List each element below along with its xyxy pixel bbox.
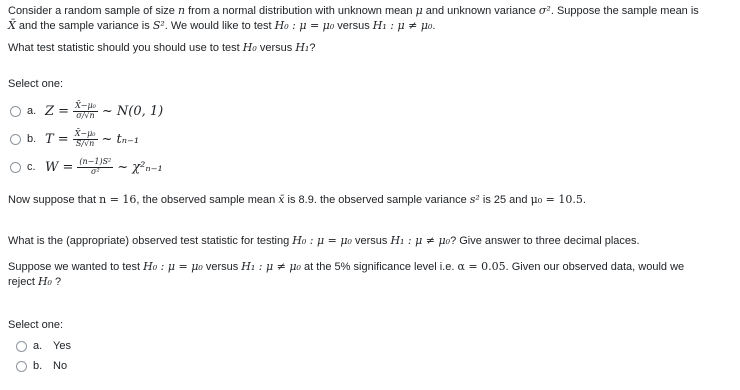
formula-lhs: T =: [45, 131, 69, 147]
data-text: Now suppose that: [8, 194, 100, 207]
part2-text: versus: [351, 235, 391, 248]
formula-rhs: ~ χ²ₙ₋₁: [117, 159, 163, 175]
part2-text: ? Give answer to three decimal places.: [450, 235, 640, 248]
part2-text: What is the (appropriate) observed test statistic for testing: [8, 235, 293, 248]
math-xbar: X̄: [8, 18, 16, 32]
intro-text: and unknown variance: [422, 5, 539, 17]
prompt-text: What test statistic should you should use to test: [8, 41, 243, 54]
math-alpha: α = 0.05: [457, 260, 506, 274]
fraction-denominator: σ/√n: [76, 110, 95, 120]
formula-rhs: ~ N(0, 1): [101, 103, 164, 119]
radio-button[interactable]: [10, 162, 21, 173]
option-no[interactable]: [14, 357, 732, 377]
observed-data-text: [8, 193, 732, 208]
radio-button[interactable]: [10, 106, 21, 117]
option-b[interactable]: [8, 125, 732, 153]
fraction-numerator: X̄−μ₀: [74, 129, 96, 139]
math-h1: H₁ : μ ≠ μ₀: [390, 234, 451, 248]
fraction: [77, 158, 113, 176]
option-text: Yes: [53, 340, 71, 353]
formula-t: [45, 130, 139, 148]
part3-text: at the 5% significance level i.e.: [300, 261, 458, 274]
formula-lhs: Z =: [45, 103, 70, 119]
radio-button[interactable]: [16, 361, 27, 372]
option-letter: b.: [33, 360, 43, 373]
intro-text: from a normal distribution with unknown mean: [185, 5, 416, 17]
intro-text: Consider a random sample of size: [8, 5, 178, 17]
intro-text: versus: [334, 19, 373, 32]
data-text: .: [582, 194, 586, 207]
radio-button[interactable]: [10, 134, 21, 145]
intro-text: . Suppose the sample mean is: [550, 5, 699, 17]
reject-question: [8, 260, 732, 290]
question-prompt: [8, 41, 732, 56]
formula-z: [45, 102, 163, 120]
prompt-text: ?: [309, 41, 316, 54]
part3-text: Suppose we wanted to test: [8, 261, 144, 274]
intro-text: .: [432, 19, 436, 32]
select-one-label: Select one:: [8, 77, 64, 90]
formula-lhs: W =: [45, 159, 74, 175]
option-a[interactable]: [8, 97, 732, 125]
math-xbar-small: x̄: [278, 193, 285, 207]
math-n-value: n = 16: [99, 193, 137, 207]
option-letter: a.: [27, 104, 37, 117]
math-mu0-value: μ₀ = 10.5: [530, 193, 583, 207]
math-h1: H₁ : μ ≠ μ₀: [241, 260, 301, 274]
option-letter: a.: [33, 340, 43, 353]
math-h1: H₁ : μ ≠ μ₀: [372, 18, 433, 32]
answer-options-2: [8, 337, 732, 377]
part3-text: reject: [8, 275, 38, 288]
answer-options: [8, 97, 732, 181]
radio-button[interactable]: [16, 341, 27, 352]
part3-text: versus: [202, 261, 242, 274]
intro-text: and the sample variance is: [15, 19, 153, 32]
option-text: No: [53, 360, 68, 373]
fraction-denominator: S/√n: [75, 138, 95, 148]
data-text: is 8.9. the observed sample variance: [284, 194, 470, 207]
math-h0: H₀ : μ = μ₀: [292, 234, 352, 248]
math-mu: μ: [415, 4, 423, 17]
math-s2: s²: [469, 193, 480, 207]
formula-rhs: ~ tₙ₋₁: [101, 131, 140, 147]
math-h0: H₀ : μ = μ₀: [143, 260, 203, 274]
math-h0: H₀ : μ = μ₀: [274, 18, 335, 32]
fraction-numerator: X̄−μ₀: [75, 101, 96, 111]
math-n: n: [177, 4, 186, 17]
option-letter: b.: [27, 132, 37, 145]
prompt-text: versus: [256, 41, 296, 54]
test-statistic-question: [8, 234, 732, 249]
select-one-label-2: Select one:: [8, 318, 64, 331]
data-text: is 25 and: [479, 194, 531, 207]
math-h0-short: H₀: [37, 274, 52, 288]
fraction-numerator: (n−1)S²: [79, 157, 112, 167]
math-S2: S²: [152, 18, 165, 32]
math-h1-short: H₁: [295, 40, 310, 54]
part3-text: ?: [51, 275, 62, 288]
fraction-denominator: σ²: [90, 166, 100, 176]
math-sigma2: σ²: [538, 4, 551, 17]
option-c[interactable]: [8, 153, 732, 181]
option-letter: c.: [27, 160, 36, 173]
fraction: [73, 102, 98, 120]
fraction: [73, 130, 98, 148]
math-h0-short: H₀: [242, 40, 257, 54]
data-text: , the observed sample mean: [136, 194, 279, 207]
option-yes[interactable]: [14, 337, 732, 357]
formula-w: [45, 158, 163, 176]
intro-text: . We would like to test: [164, 19, 275, 32]
part3-text: . Given our observed data, would we: [505, 261, 685, 274]
question-intro: [8, 4, 732, 34]
